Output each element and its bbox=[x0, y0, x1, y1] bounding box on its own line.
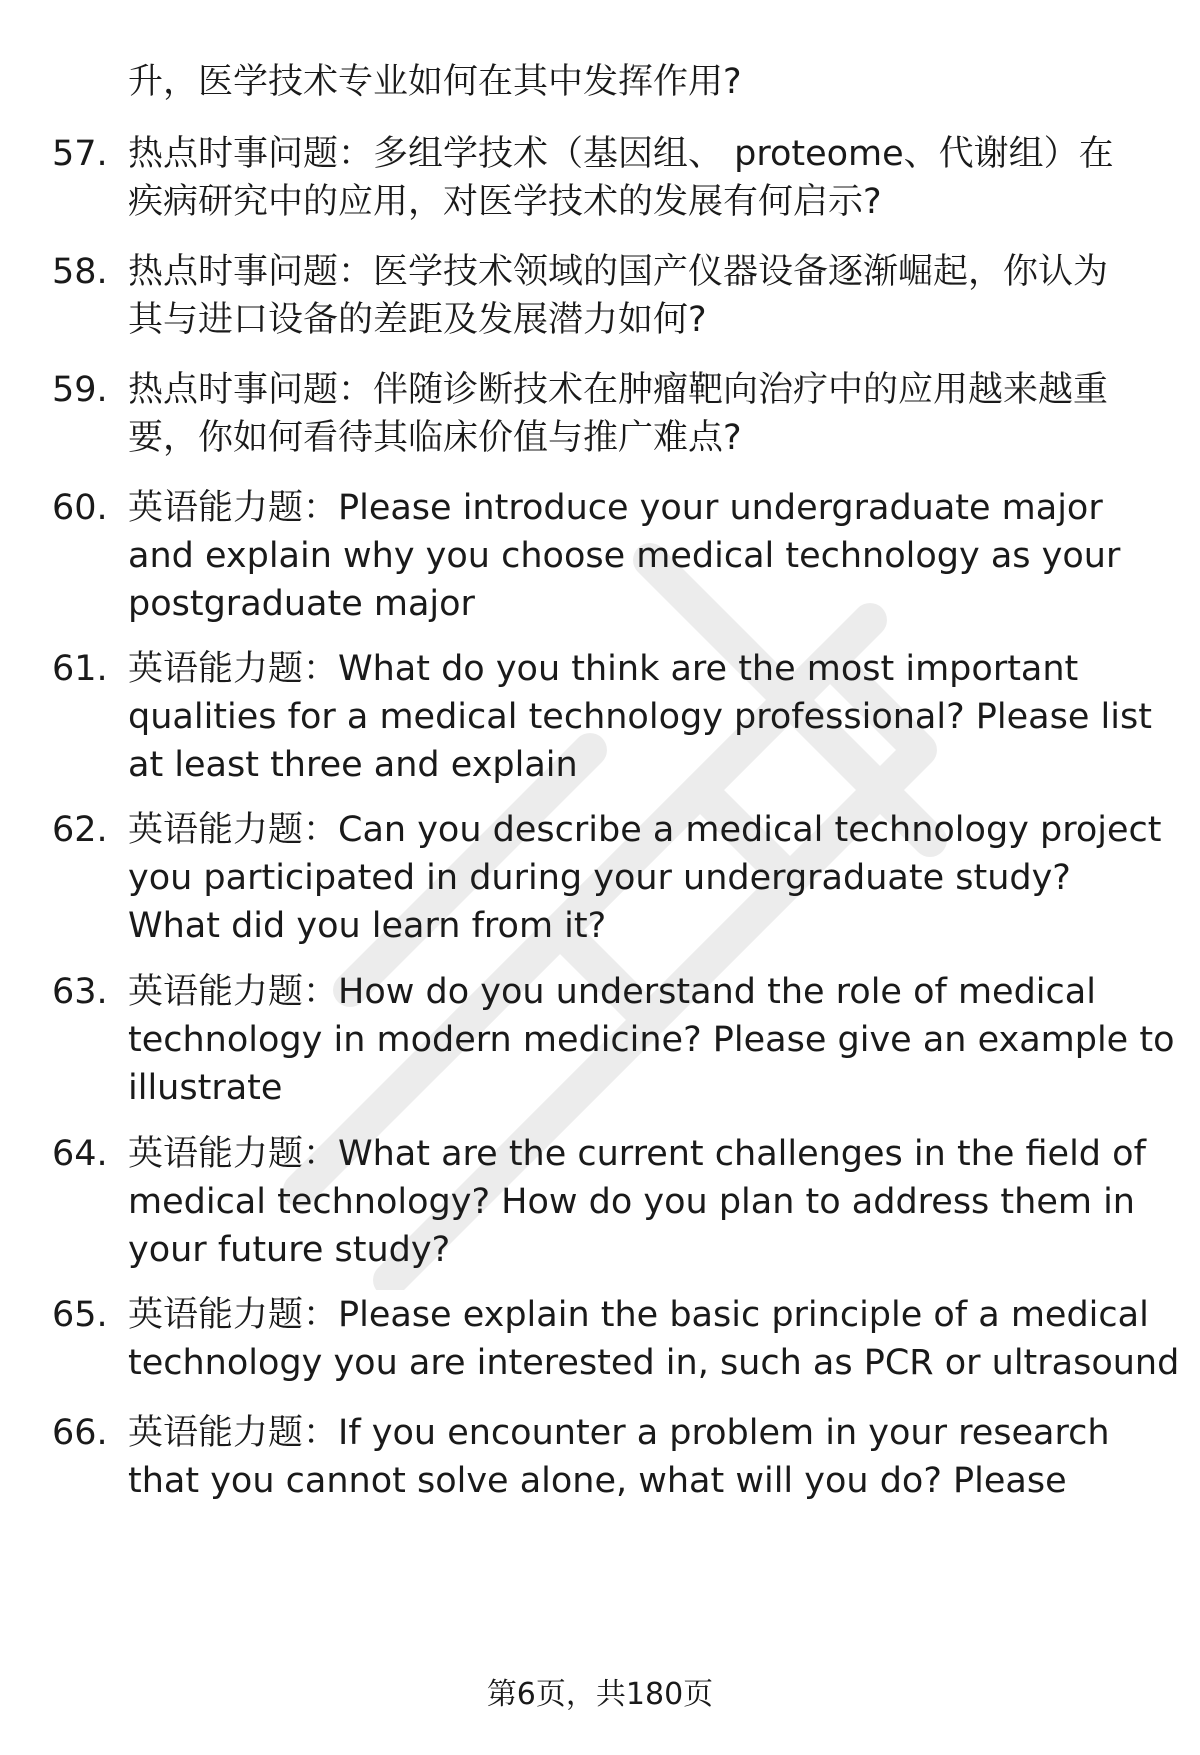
question-line: 英语能力题：Can you describe a medical technology project bbox=[128, 810, 1162, 850]
page-footer: 第6页，共180页 bbox=[486, 1677, 714, 1712]
question-number: 58. bbox=[52, 252, 108, 292]
question-line: 英语能力题：Please introduce your undergraduate major bbox=[128, 488, 1103, 528]
question-number: 64. bbox=[52, 1134, 108, 1174]
question-number: 59. bbox=[52, 370, 108, 410]
continuation-text: 升，医学技术专业如何在其中发挥作用? bbox=[128, 62, 742, 102]
question-text bbox=[128, 484, 1178, 628]
question-text bbox=[128, 806, 1178, 950]
question-line: 英语能力题：If you encounter a problem in your research bbox=[128, 1413, 1110, 1453]
question-line: illustrate bbox=[128, 1068, 283, 1108]
question-line: technology you are interested in, such as PCR or ultrasound bbox=[128, 1343, 1180, 1383]
question-text bbox=[128, 1130, 1178, 1274]
question-line: 英语能力题：What are the current challenges in the field of bbox=[128, 1134, 1146, 1174]
question-number: 61. bbox=[52, 649, 108, 689]
question-line: and explain why you choose medical technology as your bbox=[128, 536, 1121, 576]
question-line: 疾病研究中的应用，对医学技术的发展有何启示? bbox=[128, 182, 882, 222]
question-text bbox=[128, 1409, 1178, 1505]
question-line: technology in modern medicine? Please give an example to bbox=[128, 1020, 1175, 1060]
question-text bbox=[128, 366, 1178, 462]
question-number: 60. bbox=[52, 488, 108, 528]
question-text bbox=[128, 248, 1178, 344]
question-line: that you cannot solve alone, what will you do? Please bbox=[128, 1461, 1067, 1501]
question-number: 65. bbox=[52, 1295, 108, 1335]
question-number: 66. bbox=[52, 1413, 108, 1453]
question-line: you participated in during your undergraduate study? bbox=[128, 858, 1071, 898]
question-line: postgraduate major bbox=[128, 584, 475, 624]
question-line: 要，你如何看待其临床价值与推广难点? bbox=[128, 418, 742, 458]
question-line: 热点时事问题：伴随诊断技术在肿瘤靶向治疗中的应用越来越重 bbox=[128, 370, 1109, 410]
question-text bbox=[128, 130, 1178, 226]
question-line: 热点时事问题：医学技术领域的国产仪器设备逐渐崛起，你认为 bbox=[128, 252, 1109, 292]
question-line: at least three and explain bbox=[128, 745, 578, 785]
question-text bbox=[128, 645, 1178, 789]
question-line: medical technology? How do you plan to address them in bbox=[128, 1182, 1135, 1222]
question-line: 英语能力题：What do you think are the most important bbox=[128, 649, 1079, 689]
question-line: 其与进口设备的差距及发展潜力如何? bbox=[128, 300, 707, 340]
question-number: 63. bbox=[52, 972, 108, 1012]
question-number: 62. bbox=[52, 810, 108, 850]
question-line: your future study? bbox=[128, 1230, 451, 1270]
question-line: qualities for a medical technology professional? Please list bbox=[128, 697, 1152, 737]
question-line: 英语能力题：Please explain the basic principle of a medical bbox=[128, 1295, 1149, 1335]
question-text bbox=[128, 1291, 1178, 1387]
question-number: 57. bbox=[52, 134, 108, 174]
question-line: 热点时事问题：多组学技术（基因组、 proteome、代谢组）在 bbox=[128, 134, 1114, 174]
question-line: What did you learn from it? bbox=[128, 906, 607, 946]
question-line: 英语能力题：How do you understand the role of medical bbox=[128, 972, 1096, 1012]
question-text bbox=[128, 968, 1178, 1112]
